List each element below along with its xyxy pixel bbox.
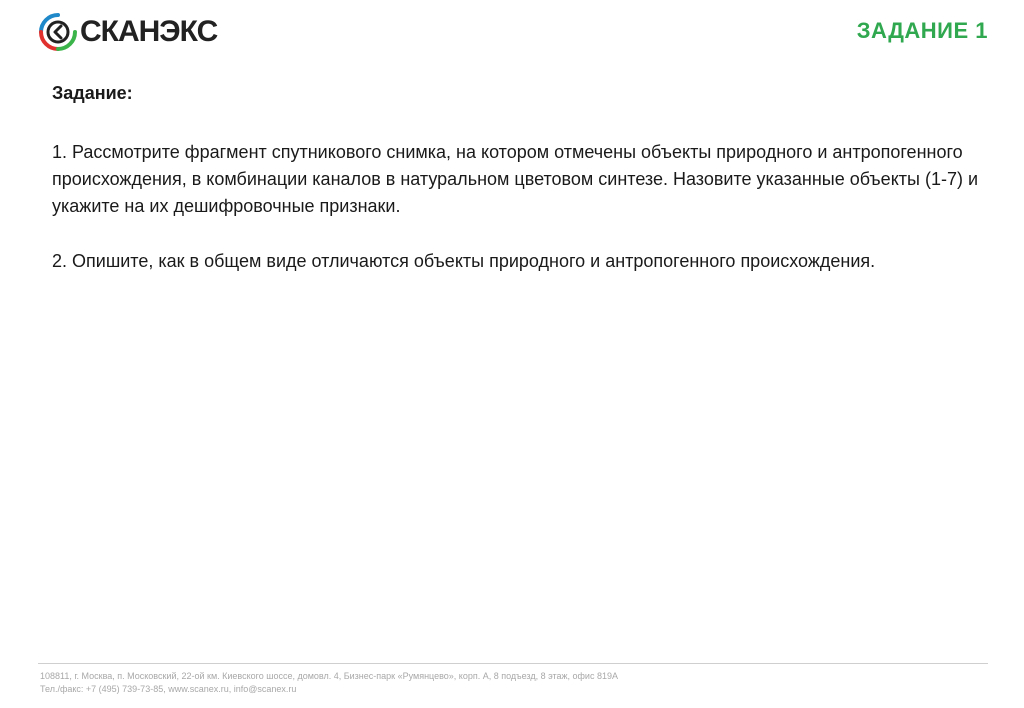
footer-address: 108811, г. Москва, п. Московский, 22-ой км. Киевского шоссе, домовл. 4, Бизнес-парк «Румянцево», корп. А, 8 подъезд, 8 этаж, офис 819А xyxy=(40,671,618,681)
company-logo xyxy=(38,12,217,52)
slide-title: ЗАДАНИЕ 1 xyxy=(856,18,988,43)
footer-contacts: Тел./факс: +7 (495) 739-73-85, www.scanex.ru, info@scanex.ru xyxy=(40,684,297,694)
footer-divider xyxy=(38,663,988,664)
task-heading: Задание: xyxy=(52,83,133,103)
footer xyxy=(40,670,618,696)
scanex-logo-icon xyxy=(38,12,78,52)
task-content xyxy=(52,80,982,303)
task-item-2: 2. Опишите, как в общем виде отличаются объекты природного и антропогенного происхождения. xyxy=(52,251,876,271)
logo-text: СКАНЭКС xyxy=(80,15,218,48)
task-item-1: 1. Рассмотрите фрагмент спутникового снимка, на котором отмечены объекты природного и антропогенного происхождения, в комбинации каналов в натуральном цветовом синтезе. Назовите указанные объекты (1-7) и укажите на их дешифровочные признаки. xyxy=(52,142,979,216)
